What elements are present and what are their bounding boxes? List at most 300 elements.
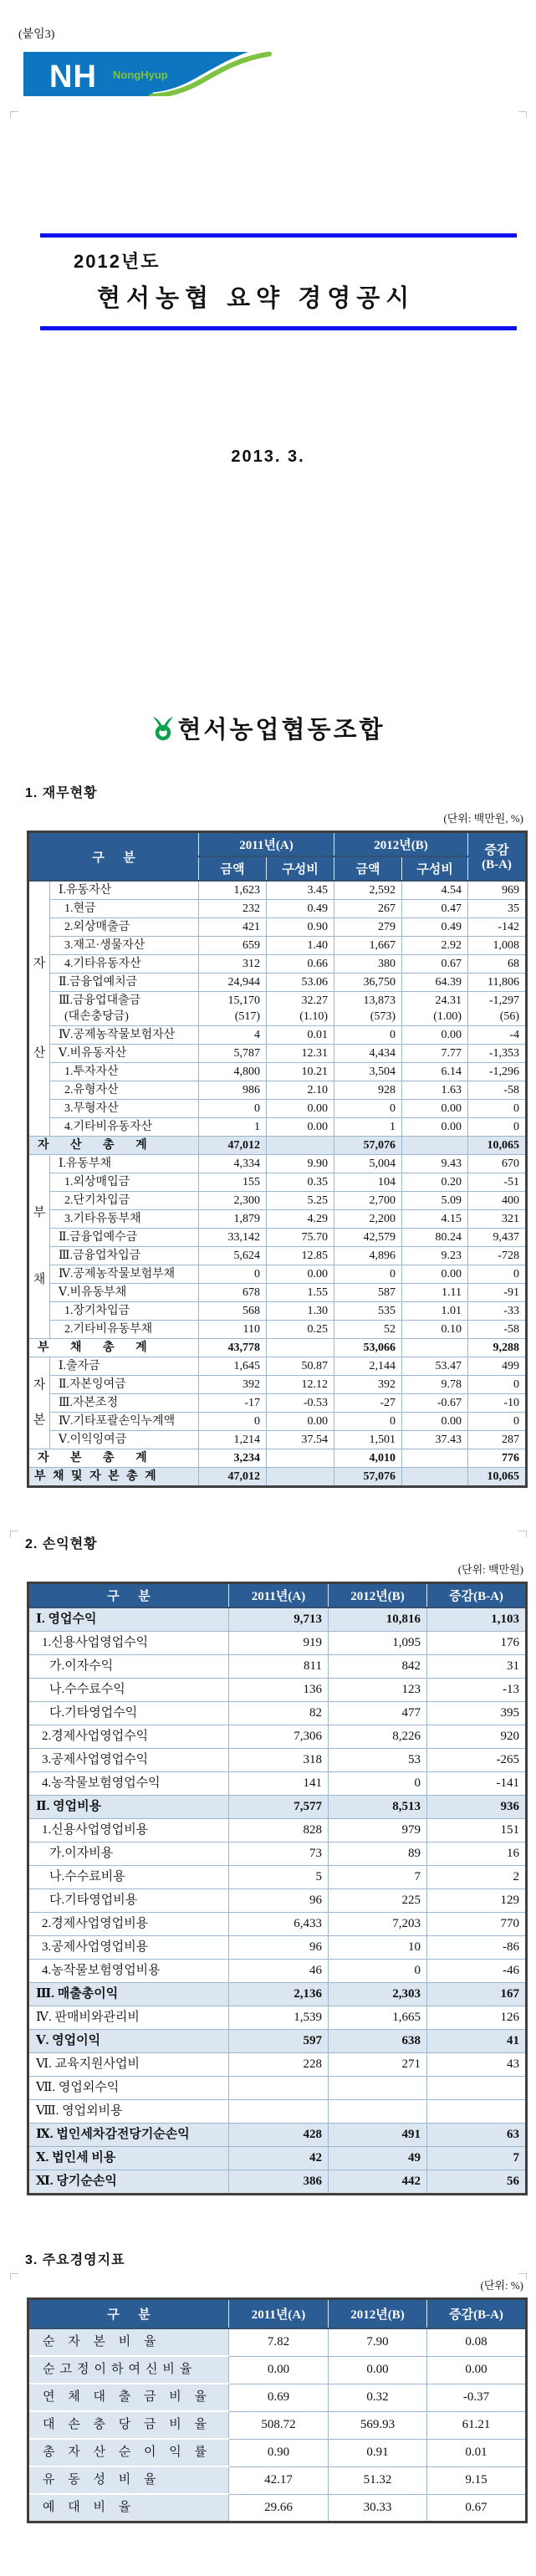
value-cell: 63 (427, 2124, 527, 2147)
value-cell: 129 (427, 1889, 527, 1913)
value-cell: 1,667 (334, 937, 402, 955)
value-cell: 49 (329, 2147, 427, 2170)
attachment-label: (붙임3) (18, 28, 55, 41)
col-header-gubun: 구 분 (28, 832, 199, 882)
col-header-ratio: 구성비 (267, 856, 334, 881)
value-cell: 7.77 (402, 1045, 468, 1063)
table-row (28, 1725, 527, 1749)
row-label: 1.신용사업영업수익 (28, 1632, 229, 1655)
value-cell: 3.45 (267, 881, 334, 900)
title-bottom-bar (40, 326, 517, 330)
value-cell: 0 (468, 1376, 527, 1394)
value-cell: 2.10 (267, 1081, 334, 1100)
value-cell (402, 1137, 468, 1155)
table-row (28, 1655, 527, 1679)
organization-name: 현서농업협동조합 (0, 711, 536, 745)
value-cell: 1 (199, 1118, 267, 1137)
row-label: 3.공제사업영업비용 (28, 1936, 229, 1960)
value-cell: 0 (334, 1026, 402, 1045)
value-cell: 4,434 (334, 1045, 402, 1063)
table-row (28, 2328, 527, 2356)
value-cell: 400 (468, 1192, 527, 1210)
nh-logo-graphic (21, 52, 272, 96)
value-cell: 321 (468, 1210, 527, 1229)
value-cell: 50.87 (267, 1357, 334, 1376)
value-cell: 3,234 (199, 1449, 267, 1468)
row-label: 나.수수료수익 (28, 1679, 229, 1702)
table-row (28, 1413, 527, 1431)
value-cell: 31 (427, 1655, 527, 1679)
value-cell: 9,288 (468, 1339, 527, 1357)
value-cell: 0.00 (229, 2356, 329, 2384)
section1-unit-note: (단위: 백만원, %) (443, 812, 523, 825)
value-cell: -58 (468, 1081, 527, 1100)
table-row (28, 1118, 527, 1137)
value-cell: 42.17 (229, 2466, 329, 2494)
value-cell: 271 (329, 2053, 427, 2077)
value-cell: 10,816 (329, 1607, 427, 1632)
table-row (28, 2494, 527, 2522)
value-cell: 380 (334, 955, 402, 974)
financial-status-table (27, 831, 528, 1488)
value-cell: -4 (468, 1026, 527, 1045)
table-row (28, 2466, 527, 2494)
row-label: Ⅲ. 매출총이익 (28, 1983, 229, 2006)
value-cell: 16 (427, 1843, 527, 1866)
value-cell: 392 (199, 1376, 267, 1394)
value-cell (329, 2077, 427, 2100)
col-header-2012: 2012년(B) (329, 2299, 427, 2329)
table-header-row (28, 832, 527, 857)
table-row (28, 1081, 527, 1100)
row-label: 자 산 총 계 (28, 1137, 199, 1155)
key-indicators-table (27, 2297, 528, 2523)
value-cell (267, 1137, 334, 1155)
value-cell: 1,623 (199, 881, 267, 900)
section2-unit-note: (단위: 백만원) (457, 1563, 523, 1576)
value-cell: 9,437 (468, 1229, 527, 1247)
row-label: Ⅱ.금융업예수금 (50, 1229, 199, 1247)
value-cell: 0.10 (402, 1321, 468, 1339)
col-header-2012: 2012년(B) (334, 832, 468, 857)
row-label: Ⅰ.유동자산 (50, 881, 199, 900)
table-row (28, 1431, 527, 1449)
row-label: 3.재고·생물자산 (50, 937, 199, 955)
section3-heading: 3. 주요경영지표 (25, 2253, 125, 2267)
row-label: Ⅰ.출자금 (50, 1357, 199, 1376)
value-cell: 7 (427, 2147, 527, 2170)
table-row (28, 1265, 527, 1284)
row-label: 4.기타비유동자산 (50, 1118, 199, 1137)
value-cell: 0 (468, 1413, 527, 1431)
value-cell: 1.55 (267, 1284, 334, 1302)
value-cell: 43 (427, 2053, 527, 2077)
value-cell: 670 (468, 1155, 527, 1173)
value-cell: 0.00 (402, 1265, 468, 1284)
value-cell: 2,200 (334, 1210, 402, 1229)
value-cell: 4 (199, 1026, 267, 1045)
value-cell: 0.67 (402, 955, 468, 974)
value-cell: 770 (427, 1913, 527, 1936)
value-cell: 176 (427, 1632, 527, 1655)
value-cell: 43,778 (199, 1339, 267, 1357)
value-cell: 53 (329, 1749, 427, 1772)
row-label: Ⅳ.공제농작물보험자산 (50, 1026, 199, 1045)
table-row (28, 2053, 527, 2077)
row-label: 나.수수료비용 (28, 1866, 229, 1889)
table-row (28, 1749, 527, 1772)
value-cell: -27 (334, 1394, 402, 1413)
group-label: 자 산 (28, 881, 50, 1137)
value-cell: 4,010 (334, 1449, 402, 1468)
value-cell: 9.90 (267, 1155, 334, 1173)
row-label: Ⅴ.비유동부채 (50, 1284, 199, 1302)
page-margin-mark (518, 2273, 527, 2280)
value-cell: -1,296 (468, 1063, 527, 1081)
value-cell: 4,896 (334, 1247, 402, 1265)
table-row (28, 2356, 527, 2384)
value-cell: 2,700 (334, 1192, 402, 1210)
value-cell: 0.00 (267, 1265, 334, 1284)
value-cell: -58 (468, 1321, 527, 1339)
section2-heading: 2. 손익현황 (25, 1537, 98, 1551)
table-header-row (28, 1583, 527, 1608)
value-cell: 9.23 (402, 1247, 468, 1265)
value-cell: 4.15 (402, 1210, 468, 1229)
value-cell: 0.00 (402, 1100, 468, 1118)
col-header-ratio: 구성비 (402, 856, 468, 881)
row-label: Ⅷ. 영업외비용 (28, 2100, 229, 2124)
value-cell: 167 (427, 1983, 527, 2006)
row-label: 2.단기차입금 (50, 1192, 199, 1210)
table-row (28, 1284, 527, 1302)
value-cell: 0.25 (267, 1321, 334, 1339)
row-label: Ⅱ. 영업비용 (28, 1796, 229, 1819)
row-label: Ⅰ.유동부채 (50, 1155, 199, 1173)
row-label: Ⅱ.금융업예치금 (50, 974, 199, 992)
value-cell (267, 1468, 334, 1487)
value-cell: 0.67 (427, 2494, 527, 2522)
table-row (28, 918, 527, 937)
value-cell: 110 (199, 1321, 267, 1339)
value-cell: 1.11 (402, 1284, 468, 1302)
value-cell: 0 (199, 1100, 267, 1118)
value-cell: 597 (229, 2030, 329, 2053)
value-cell: 136 (229, 1679, 329, 1702)
value-cell: 1.01 (402, 1302, 468, 1321)
value-cell: 56 (427, 2170, 527, 2195)
table-row (28, 2411, 527, 2439)
value-cell: 0 (334, 1413, 402, 1431)
value-cell: 4,334 (199, 1155, 267, 1173)
table-row (28, 1866, 527, 1889)
row-label: 4.농작물보험영업비용 (28, 1960, 229, 1983)
table-row (28, 1100, 527, 1118)
value-cell: 508.72 (229, 2411, 329, 2439)
value-cell: -17 (199, 1394, 267, 1413)
value-cell: 8,513 (329, 1796, 427, 1819)
value-cell: 0 (199, 1413, 267, 1431)
value-cell: 969 (468, 881, 527, 900)
value-cell (427, 2077, 527, 2100)
value-cell: 0.91 (329, 2439, 427, 2466)
table-row (28, 1229, 527, 1247)
table-row (28, 992, 527, 1026)
value-cell: 57,076 (334, 1468, 402, 1487)
value-cell: 61.21 (427, 2411, 527, 2439)
value-cell: 4,800 (199, 1063, 267, 1081)
value-cell: 7 (329, 1866, 427, 1889)
table-row (28, 2439, 527, 2466)
table-row (28, 1210, 527, 1229)
value-cell (267, 1339, 334, 1357)
value-cell: 126 (427, 2006, 527, 2030)
table-row (28, 1376, 527, 1394)
page-title: 현서농협 요약 경영공시 (97, 285, 416, 312)
table-row (28, 1632, 527, 1655)
row-label: 유 동 성 비 율 (28, 2466, 229, 2494)
value-cell: 24,944 (199, 974, 267, 992)
value-cell: 442 (329, 2170, 427, 2195)
table-row (28, 1357, 527, 1376)
value-cell: 9.15 (427, 2466, 527, 2494)
value-cell: 811 (229, 1655, 329, 1679)
value-cell: 2,300 (199, 1192, 267, 1210)
value-cell (427, 2100, 527, 2124)
value-cell: 2,592 (334, 881, 402, 900)
row-label: 2.경제사업영업수익 (28, 1725, 229, 1749)
value-cell: -1,353 (468, 1045, 527, 1063)
row-label: 2.기타비유동부채 (50, 1321, 199, 1339)
value-cell: 318 (229, 1749, 329, 1772)
value-cell: 0 (199, 1265, 267, 1284)
table-row (28, 1302, 527, 1321)
value-cell: 1.63 (402, 1081, 468, 1100)
value-cell: 13,873 (573) (334, 992, 402, 1026)
value-cell: 1,501 (334, 1431, 402, 1449)
row-label: Ⅴ.비유동자산 (50, 1045, 199, 1063)
total-row (28, 1449, 527, 1468)
value-cell: 0.47 (402, 900, 468, 918)
value-cell: 1,879 (199, 1210, 267, 1229)
table-row (28, 974, 527, 992)
col-header-amount: 금액 (199, 856, 267, 881)
row-label: Ⅲ.금융업대출금 (대손충당금) (50, 992, 199, 1026)
value-cell: 15,170 (517) (199, 992, 267, 1026)
value-cell (229, 2077, 329, 2100)
value-cell: -728 (468, 1247, 527, 1265)
value-cell: 568 (199, 1302, 267, 1321)
page-margin-mark (518, 111, 527, 118)
value-cell: 42 (229, 2147, 329, 2170)
row-label: 2.외상매출금 (50, 918, 199, 937)
row-label: Ⅰ. 영업수익 (28, 1607, 229, 1632)
section3-unit-note: (단위: %) (480, 2279, 523, 2292)
value-cell: 5,004 (334, 1155, 402, 1173)
row-label: 1.투자자산 (50, 1063, 199, 1081)
row-label: 연 체 대 출 금 비 율 (28, 2384, 229, 2411)
table-row (28, 1889, 527, 1913)
value-cell: 1,103 (427, 1607, 527, 1632)
value-cell: 0.01 (427, 2439, 527, 2466)
row-label: 4.기타유동자산 (50, 955, 199, 974)
title-box (40, 233, 517, 330)
value-cell: 395 (427, 1702, 527, 1725)
value-cell: 1,665 (329, 2006, 427, 2030)
value-cell: 104 (334, 1173, 402, 1192)
table-row (28, 1843, 527, 1866)
value-cell: 29.66 (229, 2494, 329, 2522)
row-label: 1.외상매입금 (50, 1173, 199, 1192)
col-header-2011: 2011년(A) (229, 1583, 329, 1608)
value-cell: 5.25 (267, 1192, 334, 1210)
value-cell: 225 (329, 1889, 427, 1913)
row-label: 4.농작물보험영업수익 (28, 1772, 229, 1796)
value-cell: 2,303 (329, 1983, 427, 2006)
value-cell: 52 (334, 1321, 402, 1339)
table-row (28, 1394, 527, 1413)
value-cell: 53.47 (402, 1357, 468, 1376)
value-cell: 1,095 (329, 1632, 427, 1655)
value-cell: 638 (329, 2030, 427, 2053)
value-cell (329, 2100, 427, 2124)
row-label: Ⅹ. 법인세 비용 (28, 2147, 229, 2170)
value-cell: 0.08 (427, 2328, 527, 2356)
table-row (28, 1913, 527, 1936)
value-cell: 491 (329, 2124, 427, 2147)
table-row (28, 2384, 527, 2411)
table-row (28, 900, 527, 918)
value-cell: -86 (427, 1936, 527, 1960)
row-label: 2.유형자산 (50, 1081, 199, 1100)
value-cell: 0.00 (329, 2356, 427, 2384)
table-row (28, 1063, 527, 1081)
value-cell: 0 (334, 1100, 402, 1118)
value-cell: 312 (199, 955, 267, 974)
value-cell: -265 (427, 1749, 527, 1772)
value-cell: 1.40 (267, 937, 334, 955)
col-header-amount: 금액 (334, 856, 402, 881)
table-row (28, 1173, 527, 1192)
value-cell: 32.27 (1.10) (267, 992, 334, 1026)
value-cell: 535 (334, 1302, 402, 1321)
row-label: 3.공제사업영업수익 (28, 1749, 229, 1772)
col-header-change: 증감(B-A) (427, 2299, 527, 2329)
nh-letters: NH (49, 59, 97, 95)
value-cell: 1,008 (468, 937, 527, 955)
value-cell: 35 (468, 900, 527, 918)
col-header-2012: 2012년(B) (329, 1583, 427, 1608)
value-cell: 42,579 (334, 1229, 402, 1247)
value-cell: 7.82 (229, 2328, 329, 2356)
value-cell: -0.37 (427, 2384, 527, 2411)
report-date: 2013. 3. (231, 447, 305, 466)
value-cell: 5,624 (199, 1247, 267, 1265)
table-row (28, 1679, 527, 1702)
value-cell: 0.90 (229, 2439, 329, 2466)
value-cell: 1,539 (229, 2006, 329, 2030)
value-cell: 499 (468, 1357, 527, 1376)
value-cell: 0.49 (267, 900, 334, 918)
row-label: Ⅸ. 법인세차감전당기순손익 (28, 2124, 229, 2147)
value-cell: 2,144 (334, 1357, 402, 1376)
col-header-gubun: 구 분 (28, 2299, 229, 2329)
value-cell: 3,504 (334, 1063, 402, 1081)
value-cell: 0.20 (402, 1173, 468, 1192)
col-header-2011: 2011년(A) (229, 2299, 329, 2329)
row-label: 다.기타영업수익 (28, 1702, 229, 1725)
value-cell: 228 (229, 2053, 329, 2077)
value-cell: 10,065 (468, 1137, 527, 1155)
value-cell: 96 (229, 1936, 329, 1960)
row-label: 가.이자비용 (28, 1843, 229, 1866)
value-cell (229, 2100, 329, 2124)
total-row (28, 2030, 527, 2053)
value-cell: 5.09 (402, 1192, 468, 1210)
value-cell: 2.92 (402, 937, 468, 955)
value-cell: -33 (468, 1302, 527, 1321)
row-label: Ⅱ.자본잉여금 (50, 1376, 199, 1394)
value-cell: 287 (468, 1431, 527, 1449)
value-cell: 5,787 (199, 1045, 267, 1063)
value-cell: -13 (427, 1679, 527, 1702)
value-cell: 12.12 (267, 1376, 334, 1394)
table-row (28, 1960, 527, 1983)
value-cell: 24.31 (1.00) (402, 992, 468, 1026)
value-cell: 776 (468, 1449, 527, 1468)
value-cell: 37.43 (402, 1431, 468, 1449)
value-cell: 46 (229, 1960, 329, 1983)
value-cell: -46 (427, 1960, 527, 1983)
value-cell: 979 (329, 1819, 427, 1843)
row-label: 다.기타영업비용 (28, 1889, 229, 1913)
row-label: 1.장기차입금 (50, 1302, 199, 1321)
value-cell: 267 (334, 900, 402, 918)
value-cell: 386 (229, 2170, 329, 2195)
value-cell: 659 (199, 937, 267, 955)
total-row (28, 1137, 527, 1155)
value-cell: 51.32 (329, 2466, 427, 2494)
table-header-row (28, 2299, 527, 2329)
row-label: Ⅵ. 교육지원사업비 (28, 2053, 229, 2077)
col-header-gubun: 구 분 (28, 1583, 229, 1608)
value-cell: 0.00 (427, 2356, 527, 2384)
value-cell: 0 (468, 1265, 527, 1284)
row-label: Ⅳ.공제농작물보험부채 (50, 1265, 199, 1284)
value-cell: 678 (199, 1284, 267, 1302)
value-cell: 6.14 (402, 1063, 468, 1081)
total-row (28, 2124, 527, 2147)
table-row (28, 2006, 527, 2030)
value-cell: 919 (229, 1632, 329, 1655)
value-cell: 47,012 (199, 1468, 267, 1487)
row-label: Ⅳ.기타포괄손익누계액 (50, 1413, 199, 1431)
table-row (28, 2100, 527, 2124)
value-cell (402, 1468, 468, 1487)
nh-nonghyup-logo (21, 52, 272, 96)
table-row (28, 1155, 527, 1173)
page-margin-mark (10, 111, 18, 118)
row-label: 예 대 비 율 (28, 2494, 229, 2522)
table-row (28, 1192, 527, 1210)
value-cell: 587 (334, 1284, 402, 1302)
table-row (28, 1026, 527, 1045)
value-cell: 0.00 (267, 1118, 334, 1137)
table-row (28, 2077, 527, 2100)
value-cell: 0.00 (402, 1118, 468, 1137)
nonghyup-wordmark: NongHyup (113, 69, 168, 81)
value-cell: 421 (199, 918, 267, 937)
